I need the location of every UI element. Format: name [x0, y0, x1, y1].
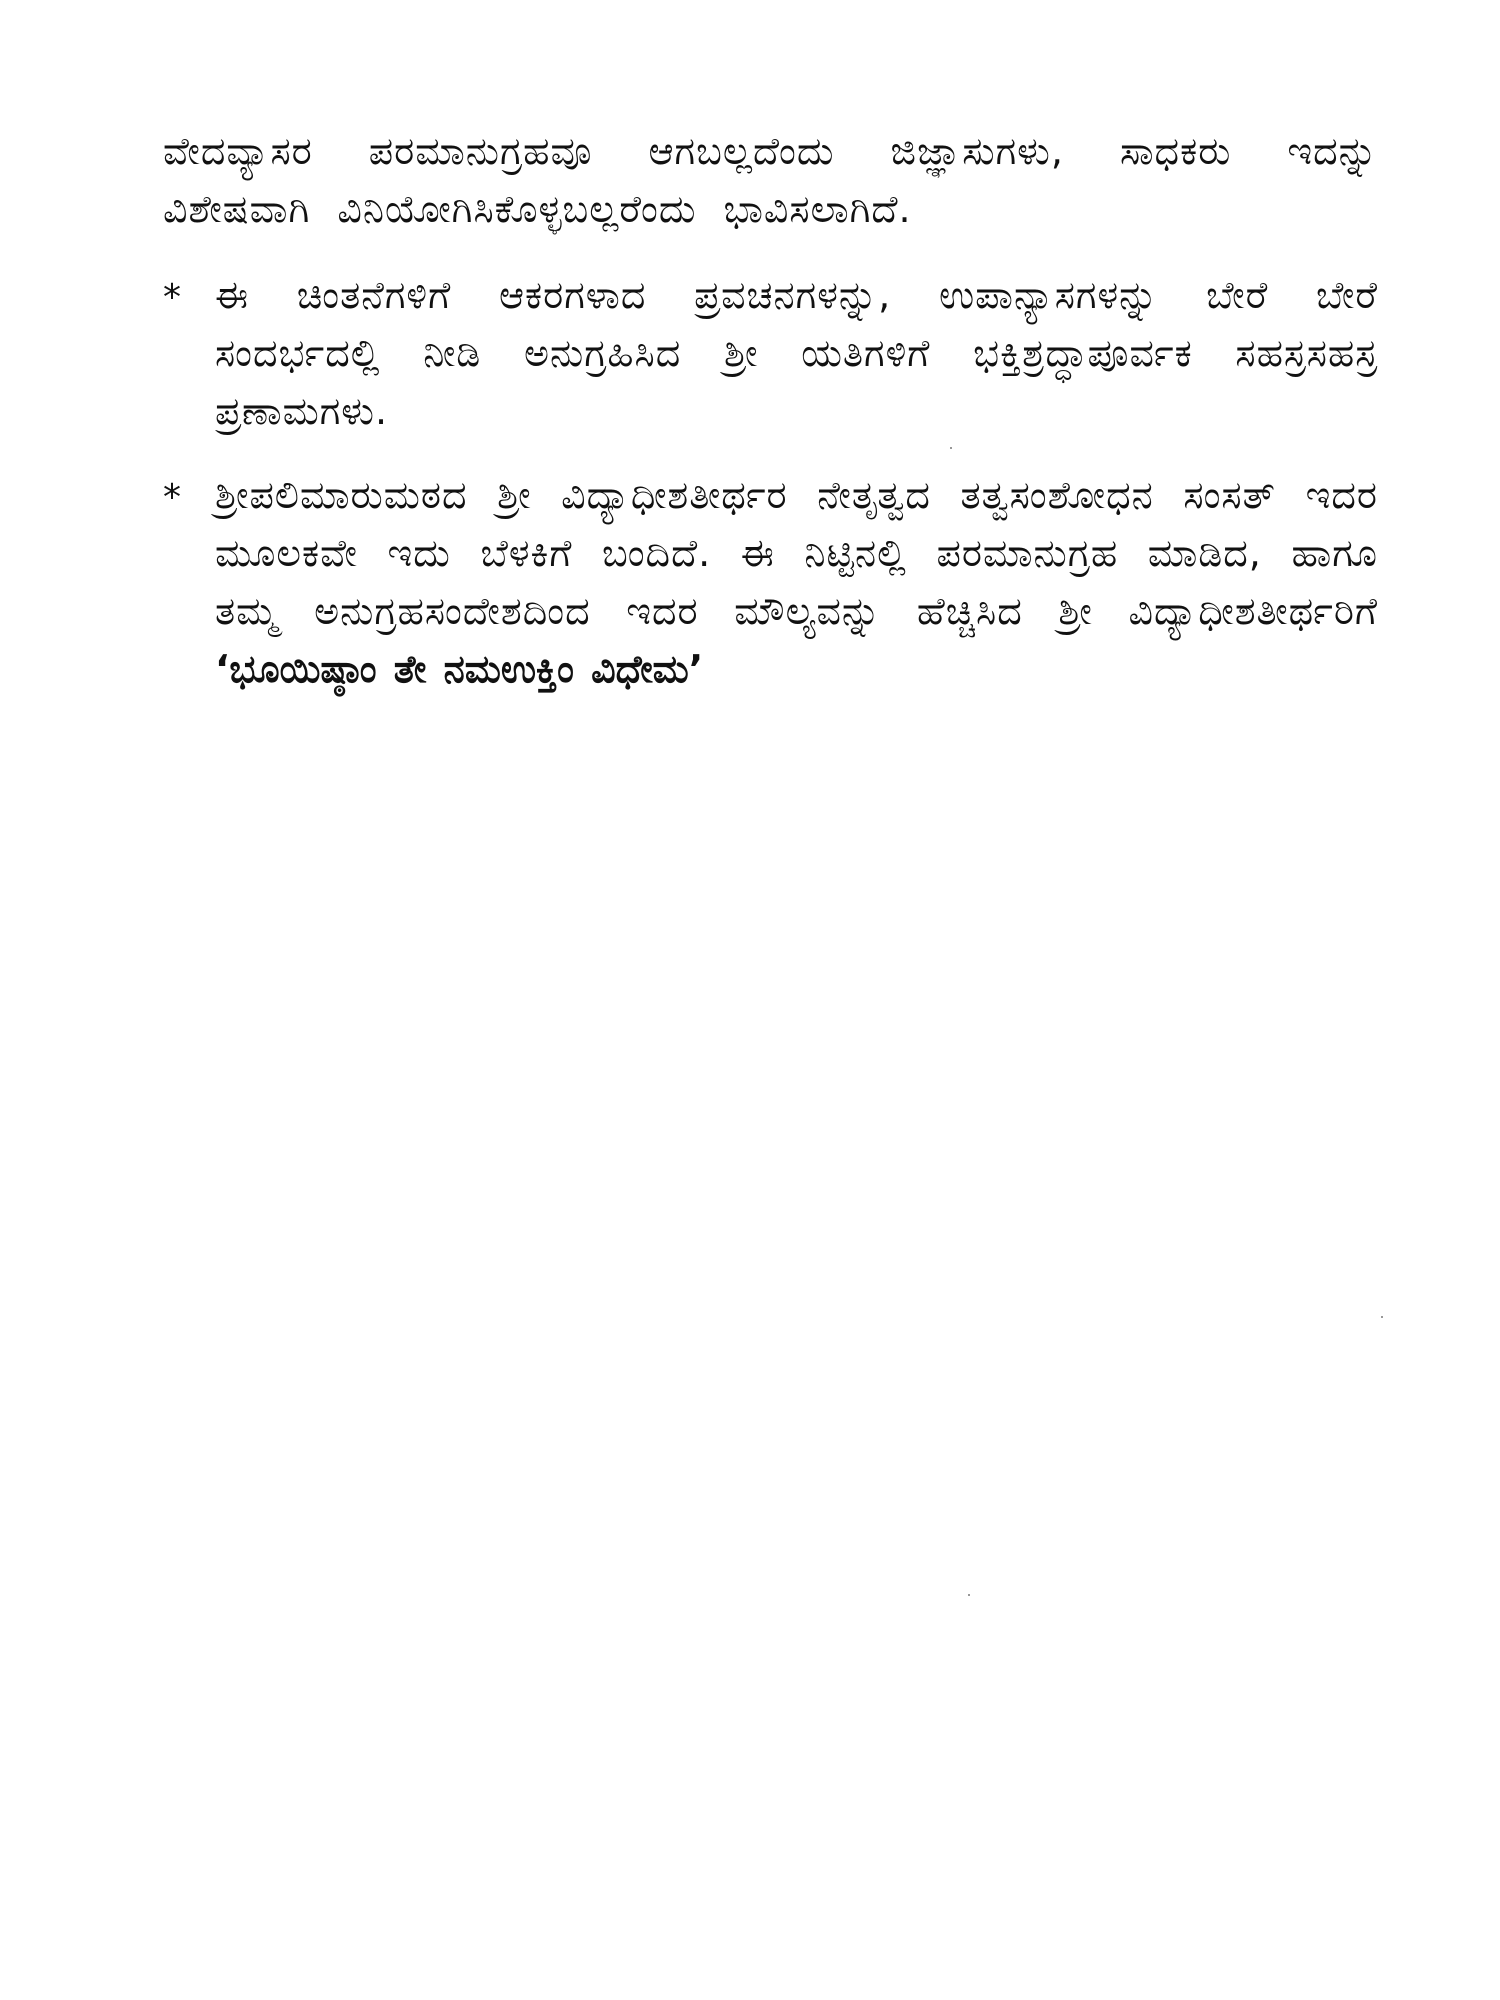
asterisk-bullet: * — [163, 277, 181, 318]
scan-speck — [968, 1594, 970, 1596]
asterisk-bullet: * — [163, 477, 181, 518]
list-item-content — [215, 466, 1378, 698]
list-item-text: ಈ ಚಿಂತನೆಗಳಿಗೆ ಆಕರಗಳಾದ ಪ್ರವಚನಗಳನ್ನು, ಉಪಾನ್ಯಾಸಗಳನ್ನು ಬೇರೆ ಬೇರೆ ಸಂದರ್ಭದಲ್ಲಿ ನೀಡಿ ಅನುಗ್ರಹಿಸಿದ ಶ್ರೀ ಯತಿಗಳಿಗೆ ಭಕ್ತಿಶ್ರದ್ಧಾಪೂರ್ವಕ ಸಹಸ್ರಸಹಸ್ರ ಪ್ರಣಾಮಗಳು. — [215, 273, 1378, 433]
continued-paragraph: ವೇದವ್ಯಾಸರ ಪರಮಾನುಗ್ರಹವೂ ಆಗಬಲ್ಲದೆಂದು ಜಿಜ್ಞಾಸುಗಳು, ಸಾಧಕರು ಇದನ್ನು ವಿಶೇಷವಾಗಿ ವಿನಿಯೋಗಿಸಿಕೊಳ್ಳಬಲ್ಲರೆಂದು ಭಾವಿಸಲಾಗಿದೆ. — [163, 129, 1378, 231]
body-text — [163, 122, 1378, 724]
list-item — [163, 466, 1378, 698]
scan-speck — [1381, 1316, 1383, 1318]
sanskrit-quote: ‘ಭೂಯಿಷ್ಠಾಂ ತೇ ನಮಉಕ್ತಿಂ ವಿಧೇಮ’ — [215, 647, 704, 691]
scan-speck — [950, 447, 952, 449]
list-item-text: ಶ್ರೀಪಲಿಮಾರುಮಠದ ಶ್ರೀ ವಿದ್ಯಾಧೀಶತೀರ್ಥರ ನೇತೃತ್ವದ ತತ್ವಸಂಶೋಧನ ಸಂಸತ್ ಇದರ ಮೂಲಕವೇ ಇದು ಬೆಳಕಿಗೆ ಬಂದಿದೆ. ಈ ನಿಟ್ಟಿನಲ್ಲಿ ಪರಮಾನುಗ್ರಹ ಮಾಡಿದ, ಹಾಗೂ ತಮ್ಮ ಅನುಗ್ರಹಸಂದೇಶದಿಂದ ಇದರ ಮೌಲ್ಯವನ್ನು ಹೆಚ್ಚಿಸಿದ ಶ್ರೀ ವಿದ್ಯಾಧೀಶತೀರ್ಥರಿಗೆ — [215, 473, 1378, 633]
list-item — [163, 266, 1378, 440]
